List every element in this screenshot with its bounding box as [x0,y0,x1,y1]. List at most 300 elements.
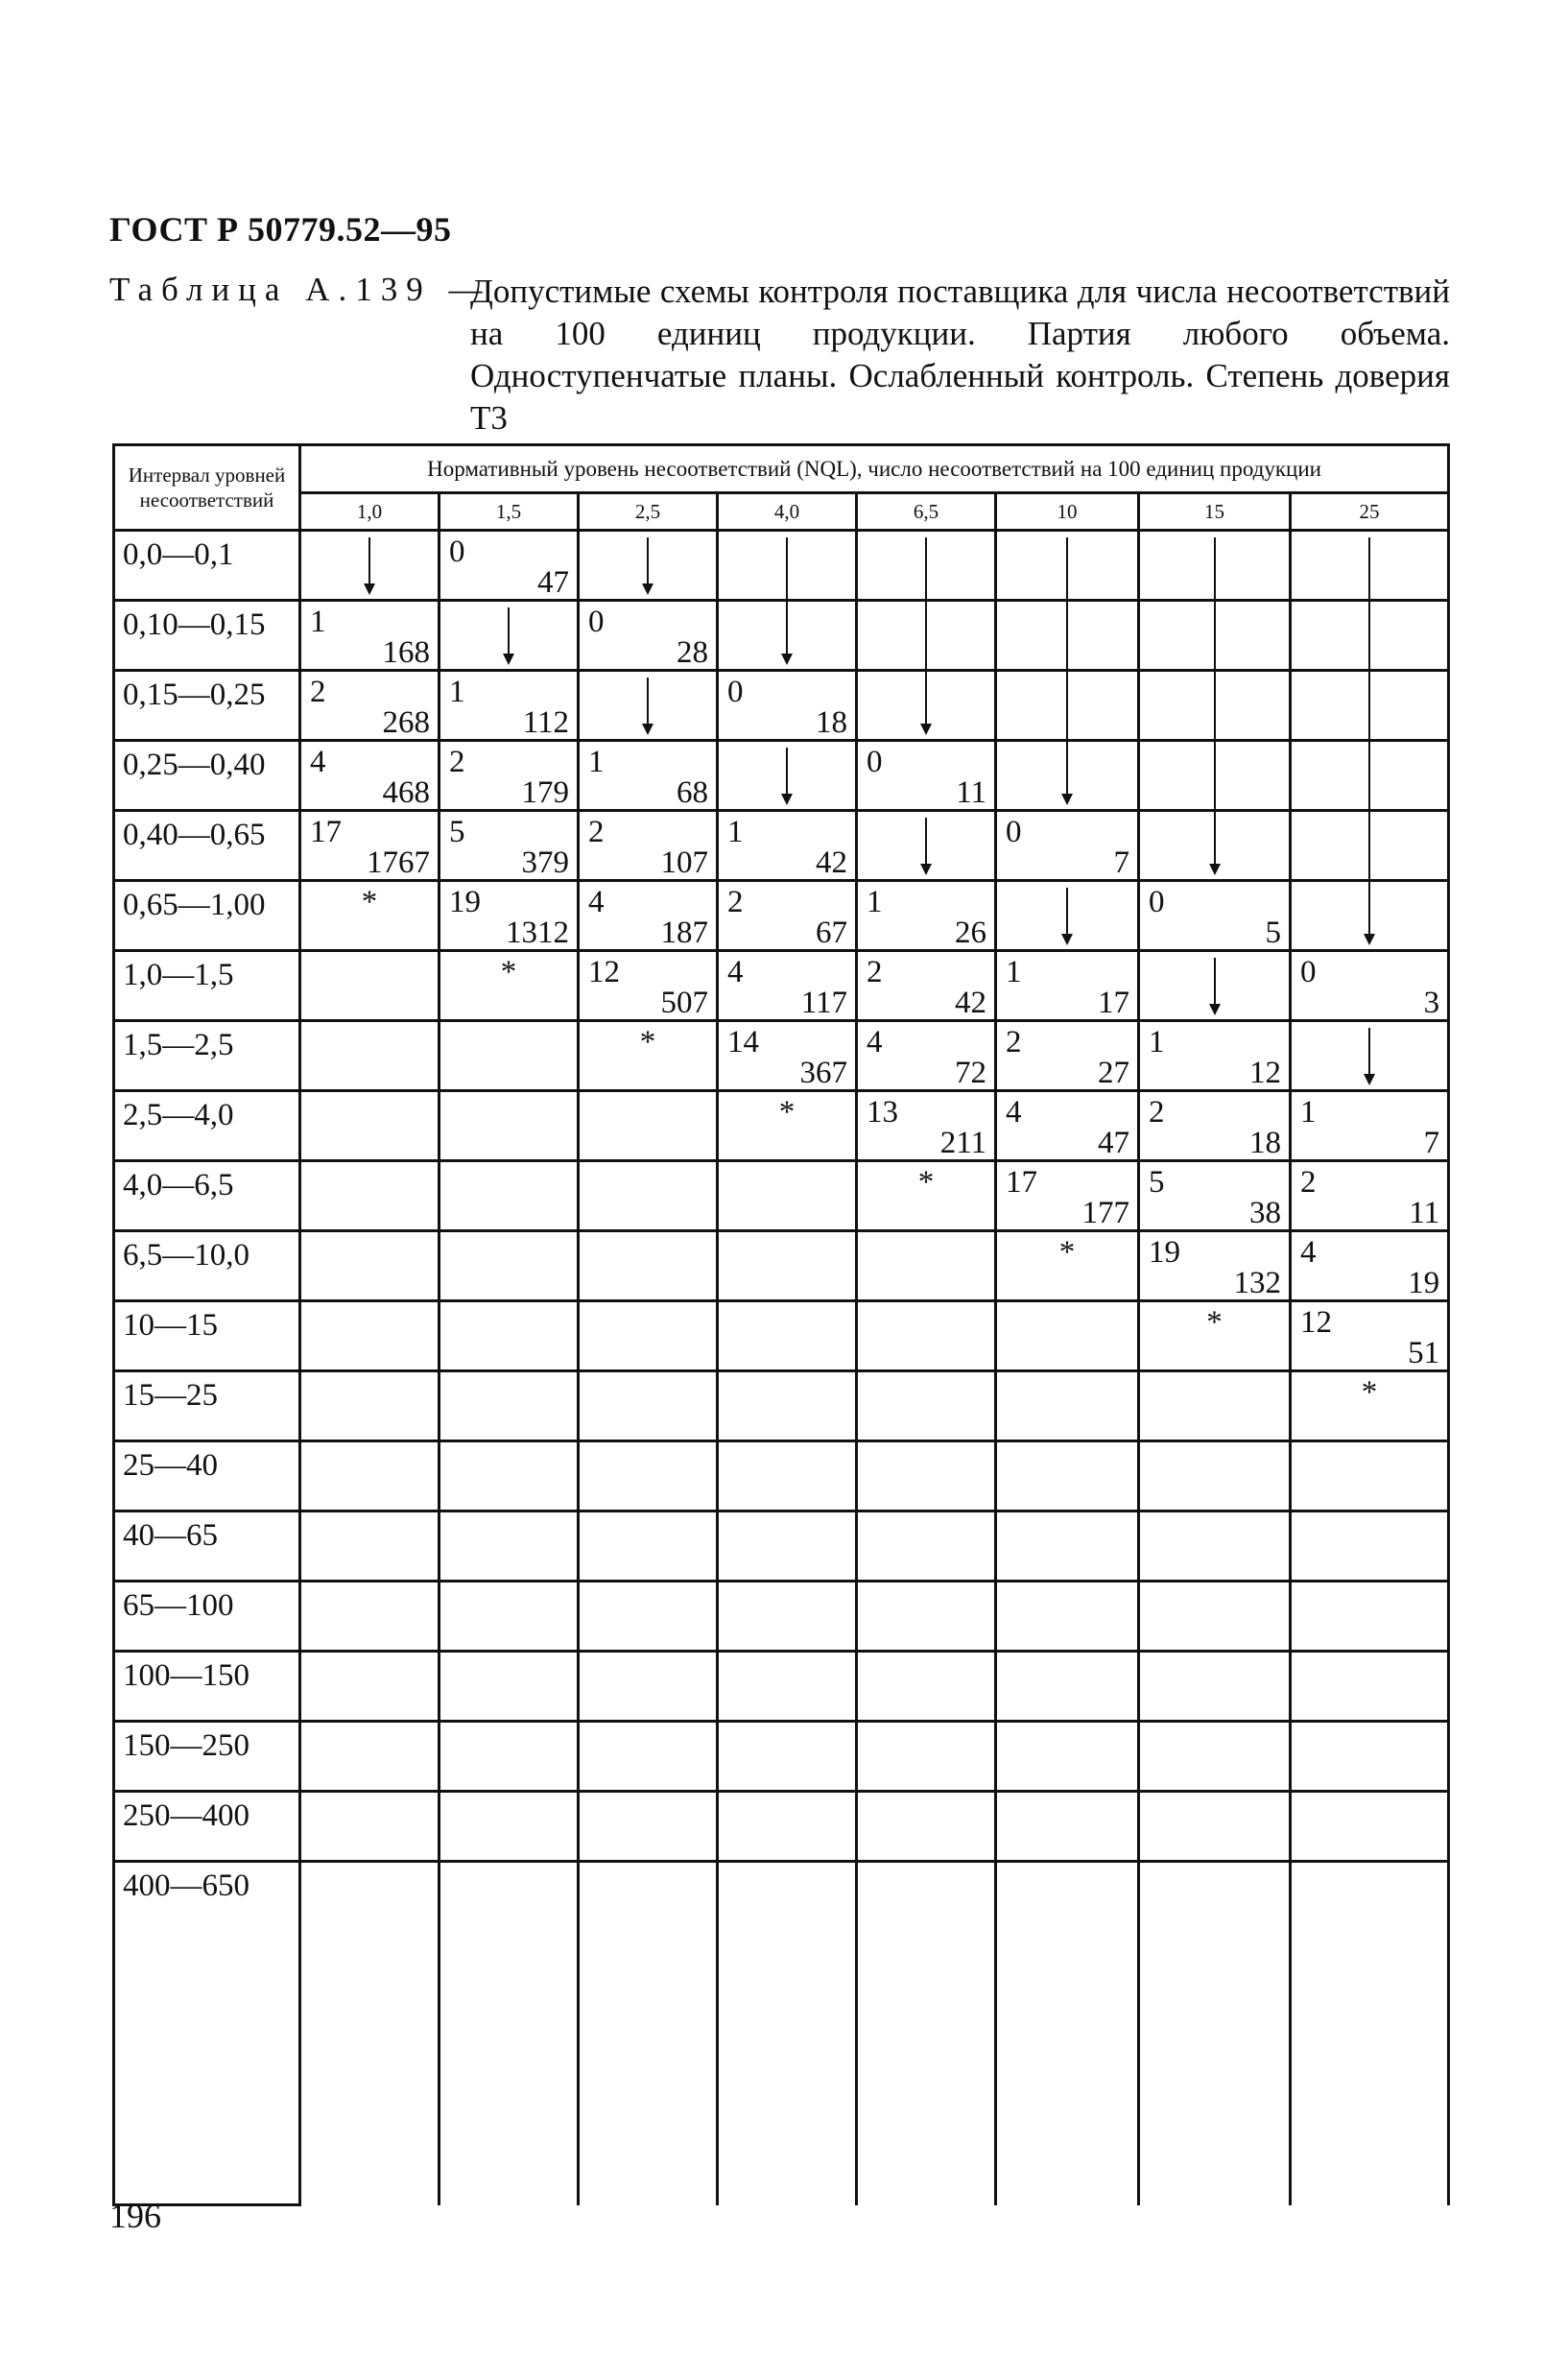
down-arrow-icon [364,537,375,595]
sample-size: 1767 [367,845,430,880]
acceptance-number: 4 [1300,1235,1317,1270]
acceptance-number: 2 [727,885,744,919]
down-arrow-icon [1061,602,1073,669]
asterisk-icon: * [361,885,378,919]
empty-cell [718,1722,857,1792]
empty-cell [300,1441,440,1511]
down-arrow-icon [1061,888,1073,945]
empty-cell [1139,1652,1291,1722]
plan-cell [718,951,857,1021]
table-row [114,1511,1449,1582]
sample-size: 18 [816,705,847,740]
table-row [114,1862,1449,2205]
down-arrow-icon [1364,882,1375,945]
acceptance-number: 0 [1149,885,1165,919]
empty-cell [440,1231,579,1301]
empty-cell [1291,1722,1449,1792]
sample-size: 28 [677,635,708,670]
empty-cell [857,1371,996,1441]
down-arrow-icon [642,678,653,735]
arrow-cell [1291,881,1449,951]
down-arrow-icon [1209,812,1221,875]
interval-cell: 100—150 [114,1652,300,1722]
caption-label: Таблица А.139 — [109,271,491,308]
empty-cell [1139,1862,1291,2205]
empty-cell [996,1371,1139,1441]
arrow-cell [857,531,996,601]
table-row [114,601,1449,671]
arrow-cell [1139,741,1291,811]
empty-cell [440,1021,579,1091]
asterisk-icon: * [917,1165,935,1200]
empty-cell [300,1652,440,1722]
empty-cell [440,1091,579,1161]
sample-size: 11 [1409,1196,1440,1230]
down-arrow-icon [781,602,793,665]
empty-cell [300,1792,440,1862]
sample-size: 468 [382,775,430,810]
empty-cell [857,1441,996,1511]
sample-size: 3 [1423,986,1440,1020]
sample-size: 27 [1098,1056,1129,1090]
acceptance-number: 0 [449,535,465,569]
empty-cell [1291,1652,1449,1722]
down-arrow-icon [1061,672,1073,739]
plan-cell [996,1161,1139,1231]
empty-cell [440,1441,579,1511]
asterisk-icon: * [1206,1305,1223,1340]
acceptance-number: 2 [1300,1165,1317,1200]
down-arrow-icon [1364,672,1375,739]
acceptance-number: 2 [449,745,465,779]
empty-cell [300,1722,440,1792]
sample-size: 11 [956,775,986,810]
acceptance-number: 4 [310,745,326,779]
arrow-cell [300,531,440,601]
plan-cell [300,671,440,741]
acceptance-number: 0 [588,605,605,639]
acceptance-number: 0 [867,745,883,779]
empty-cell [718,1301,857,1371]
empty-cell [579,1652,718,1722]
asterisk-icon: * [639,1025,656,1059]
sample-size: 187 [660,916,708,950]
acceptance-number: 4 [867,1025,883,1059]
empty-cell [300,1371,440,1441]
sample-size: 117 [800,986,847,1020]
acceptance-number: 5 [1149,1165,1165,1200]
sample-size: 268 [382,705,430,740]
acceptance-number: 17 [310,815,342,849]
table-row [114,671,1449,741]
interval-cell: 10—15 [114,1301,300,1371]
plan-cell [857,881,996,951]
empty-cell [440,1862,579,2205]
table-row [114,1792,1449,1862]
acceptance-number: 0 [727,675,744,709]
plan-cell [1139,1231,1291,1301]
down-arrow-icon [1209,537,1221,599]
plan-cell [440,671,579,741]
acceptance-number: 1 [1006,955,1022,989]
acceptance-number: 12 [1300,1305,1332,1340]
arrow-cell [1139,811,1291,881]
empty-cell [718,1511,857,1582]
acceptance-number: 2 [310,675,326,709]
sample-size: 168 [382,635,430,670]
acceptance-number: 1 [449,675,465,709]
arrow-cell [1139,951,1291,1021]
acceptance-number: 19 [1149,1235,1180,1270]
empty-cell [300,1161,440,1231]
sample-size: 68 [677,775,708,810]
arrow-cell [718,531,857,601]
asterisk-cell [1291,1371,1449,1441]
interval-cell: 2,5—4,0 [114,1091,300,1161]
acceptance-number: 14 [727,1025,759,1059]
plan-cell [1291,1161,1449,1231]
empty-cell [718,1371,857,1441]
table-row [114,951,1449,1021]
plan-cell [996,1021,1139,1091]
empty-cell [996,1441,1139,1511]
plan-cell [718,811,857,881]
plan-cell [300,811,440,881]
interval-cell: 65—100 [114,1582,300,1652]
empty-cell [440,1582,579,1652]
sample-size: 367 [799,1056,847,1090]
plan-cell [718,1021,857,1091]
empty-cell [300,951,440,1021]
sample-size: 17 [1098,986,1129,1020]
empty-cell [579,1161,718,1231]
acceptance-number: 4 [1006,1095,1022,1130]
interval-cell: 1,0—1,5 [114,951,300,1021]
interval-cell: 250—400 [114,1792,300,1862]
sample-size: 47 [537,565,569,600]
plan-cell [1139,881,1291,951]
arrow-cell [1291,1021,1449,1091]
nql-level-header: 6,5 [857,493,996,531]
plan-cell [996,1091,1139,1161]
acceptance-number: 5 [449,815,465,849]
interval-cell: 1,5—2,5 [114,1021,300,1091]
plan-cell [857,951,996,1021]
acceptance-number: 4 [727,955,744,989]
nql-level-header: 10 [996,493,1139,531]
plan-cell [996,811,1139,881]
table-row [114,1652,1449,1722]
sample-size: 132 [1233,1266,1281,1300]
empty-cell [857,1582,996,1652]
sample-size: 72 [955,1056,986,1090]
acceptance-number: 1 [588,745,605,779]
empty-cell [996,1301,1139,1371]
down-arrow-icon [1364,602,1375,669]
plan-cell [300,601,440,671]
empty-cell [579,1862,718,2205]
page-number: 196 [109,2197,161,2235]
sample-size: 67 [816,916,847,950]
empty-cell [718,1652,857,1722]
plan-cell [857,1091,996,1161]
empty-cell [579,1792,718,1862]
arrow-cell [857,671,996,741]
empty-cell [1139,1722,1291,1792]
sample-size: 38 [1249,1196,1281,1230]
empty-cell [300,1091,440,1161]
arrow-cell [440,601,579,671]
interval-cell: 150—250 [114,1722,300,1792]
table-row [114,1582,1449,1652]
plan-cell [718,881,857,951]
plan-cell [1291,1091,1449,1161]
table-row [114,1722,1449,1792]
down-arrow-icon [1209,958,1221,1015]
empty-cell [996,1862,1139,2205]
caption-text: Допустимые схемы контроля поставщика для числа несоответствий на 100 единиц продукции. Партия любого объема. Одноступенчатые планы. Ослабленный контроль. Степень доверия Т3 [470,273,1450,437]
arrow-cell [1139,671,1291,741]
asterisk-cell [996,1231,1139,1301]
sample-size: 112 [522,705,569,740]
arrow-cell [996,881,1139,951]
down-arrow-icon [781,748,793,805]
empty-cell [1291,1862,1449,2205]
sample-size: 1312 [506,916,569,950]
acceptance-number: 17 [1006,1165,1037,1200]
arrow-cell [996,741,1139,811]
empty-cell [1139,1792,1291,1862]
down-arrow-icon [1364,812,1375,879]
empty-cell [579,1371,718,1441]
acceptance-number: 2 [1006,1025,1022,1059]
empty-cell [718,1441,857,1511]
table-body [114,531,1449,2205]
sample-size: 211 [939,1126,986,1160]
empty-cell [579,1441,718,1511]
empty-cell [718,1231,857,1301]
acceptance-number: 1 [867,885,883,919]
interval-cell: 0,15—0,25 [114,671,300,741]
nql-level-header: 1,0 [300,493,440,531]
interval-cell: 0,25—0,40 [114,741,300,811]
plan-cell [579,881,718,951]
down-arrow-icon [1209,742,1221,809]
empty-cell [1291,1441,1449,1511]
acceptance-number: 0 [1300,955,1317,989]
interval-cell: 400—650 [114,1862,300,2205]
arrow-cell [1291,531,1449,601]
arrow-cell [1139,531,1291,601]
empty-cell [300,1301,440,1371]
table-row [114,1371,1449,1441]
empty-cell [996,1582,1139,1652]
plan-cell [579,601,718,671]
interval-cell: 25—40 [114,1441,300,1511]
sample-size: 12 [1249,1056,1281,1090]
plan-cell [857,1021,996,1091]
acceptance-number: 2 [588,815,605,849]
arrow-cell [996,531,1139,601]
plan-cell [300,741,440,811]
asterisk-icon: * [500,955,517,989]
acceptance-number: 1 [1149,1025,1165,1059]
plan-cell [1139,1021,1291,1091]
empty-cell [1139,1441,1291,1511]
empty-cell [718,1862,857,2205]
sample-size: 7 [1423,1126,1440,1160]
arrow-cell [857,601,996,671]
empty-cell [300,1862,440,2205]
table-row [114,741,1449,811]
acceptance-number: 19 [449,885,481,919]
plan-cell [1291,951,1449,1021]
plan-cell [440,741,579,811]
arrow-cell [1291,811,1449,881]
arrow-cell [996,601,1139,671]
sample-size: 107 [660,845,708,880]
down-arrow-icon [920,537,932,599]
interval-cell: 0,40—0,65 [114,811,300,881]
acceptance-number: 1 [727,815,744,849]
empty-cell [1291,1792,1449,1862]
asterisk-cell [1139,1301,1291,1371]
asterisk-cell [718,1091,857,1161]
down-arrow-icon [642,537,653,595]
down-arrow-icon [920,672,932,735]
plan-cell [579,741,718,811]
sample-size: 19 [1408,1266,1440,1300]
plan-cell [440,881,579,951]
arrow-cell [718,601,857,671]
empty-cell [718,1161,857,1231]
interval-cell: 0,65—1,00 [114,881,300,951]
empty-cell [857,1652,996,1722]
arrow-cell [1139,601,1291,671]
sample-size: 7 [1113,845,1129,880]
empty-cell [300,1231,440,1301]
down-arrow-icon [920,818,932,875]
down-arrow-icon [920,602,932,669]
table-row [114,881,1449,951]
empty-cell [718,1792,857,1862]
plan-cell [579,951,718,1021]
plan-cell [579,811,718,881]
empty-cell [440,1161,579,1231]
sample-size: 18 [1249,1126,1281,1160]
acceptance-number: 12 [588,955,620,989]
down-arrow-icon [503,607,514,665]
sample-size: 26 [955,916,986,950]
interval-cell: 0,10—0,15 [114,601,300,671]
nql-level-row [114,493,1449,531]
asterisk-icon: * [778,1095,796,1130]
acceptance-number: 1 [1300,1095,1317,1130]
sample-size: 47 [1098,1126,1129,1160]
down-arrow-icon [781,537,793,599]
sample-size: 179 [521,775,569,810]
asterisk-cell [300,881,440,951]
plan-cell [440,811,579,881]
empty-cell [579,1231,718,1301]
empty-cell [857,1792,996,1862]
sample-size: 42 [816,845,847,880]
empty-cell [440,1371,579,1441]
plan-cell [1291,1231,1449,1301]
empty-cell [300,1021,440,1091]
empty-cell [300,1511,440,1582]
plan-cell [1139,1091,1291,1161]
empty-cell [996,1511,1139,1582]
table-row [114,1231,1449,1301]
down-arrow-icon [1364,537,1375,599]
nql-level-header: 2,5 [579,493,718,531]
empty-cell [1139,1371,1291,1441]
nql-level-header: 4,0 [718,493,857,531]
table-row [114,1091,1449,1161]
empty-cell [1291,1582,1449,1652]
sample-size: 507 [660,986,708,1020]
header-interval: Интервал уровней несоответствий [114,445,300,531]
empty-cell [440,1792,579,1862]
plan-cell [1291,1301,1449,1371]
table-row [114,1301,1449,1371]
document-code: ГОСТ Р 50779.52—95 [109,210,452,249]
empty-cell [996,1722,1139,1792]
empty-cell [440,1722,579,1792]
arrow-cell [718,741,857,811]
empty-cell [440,1652,579,1722]
sample-size: 379 [521,845,569,880]
down-arrow-icon [1209,602,1221,669]
asterisk-icon: * [1058,1235,1076,1270]
empty-cell [996,1792,1139,1862]
acceptance-number: 1 [310,605,326,639]
arrow-cell [579,531,718,601]
asterisk-cell [440,951,579,1021]
arrow-cell [1291,601,1449,671]
nql-level-header: 15 [1139,493,1291,531]
acceptance-table-container [112,443,1447,2152]
down-arrow-icon [1061,742,1073,805]
empty-cell [300,1582,440,1652]
acceptance-number: 4 [588,885,605,919]
empty-cell [857,1511,996,1582]
empty-cell [718,1582,857,1652]
empty-cell [857,1301,996,1371]
empty-cell [1139,1582,1291,1652]
arrow-cell [1291,741,1449,811]
arrow-cell [1291,671,1449,741]
empty-cell [440,1301,579,1371]
asterisk-cell [857,1161,996,1231]
empty-cell [579,1511,718,1582]
empty-cell [579,1722,718,1792]
empty-cell [857,1231,996,1301]
empty-cell [996,1652,1139,1722]
sample-size: 51 [1408,1336,1440,1370]
nql-level-header: 25 [1291,493,1449,531]
empty-cell [857,1722,996,1792]
nql-level-header: 1,5 [440,493,579,531]
down-arrow-icon [1061,537,1073,599]
acceptance-number: 13 [867,1095,898,1130]
acceptance-number: 2 [1149,1095,1165,1130]
table-row [114,1161,1449,1231]
table-row [114,811,1449,881]
empty-cell [579,1301,718,1371]
empty-cell [440,1511,579,1582]
